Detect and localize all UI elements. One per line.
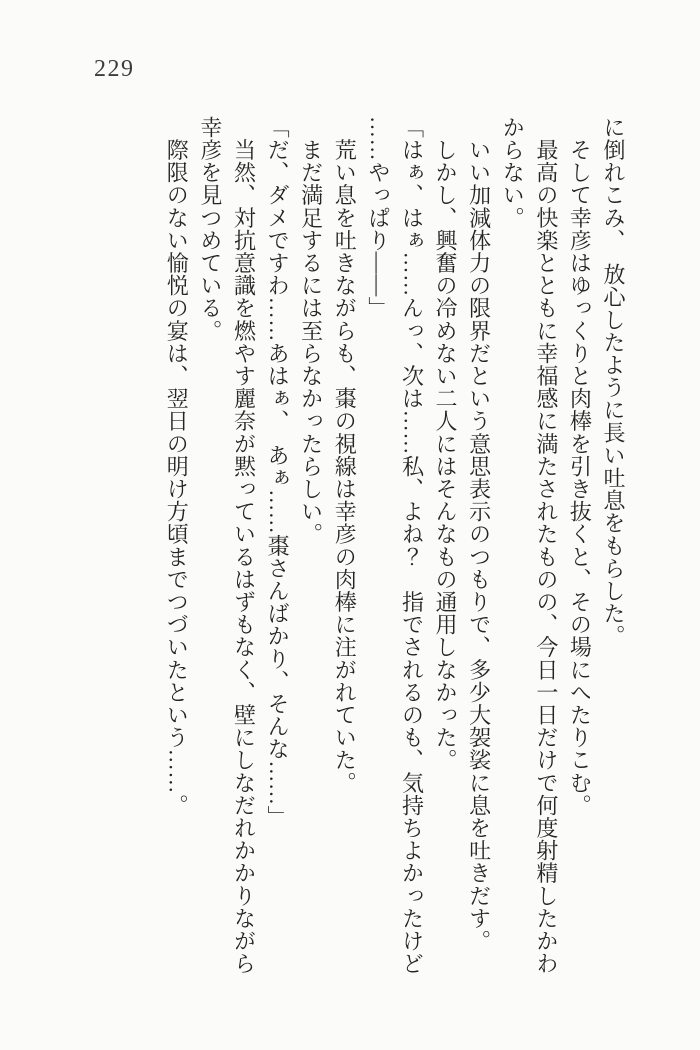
page-number: 229 (94, 56, 135, 82)
paragraph: 当然、対抗意識を燃やす麗奈が黙っているはずもなく、壁にしなだれかかりながら幸彦を見つめている。 (197, 116, 257, 975)
paragraph: いい加減体力の限界だという意思表示のつもりで、多少大袈裟に息を吐きだす。 (466, 116, 492, 953)
paragraph: に倒れこみ、 放心したように長い吐息をもらした。 (601, 116, 626, 648)
paragraph: 「はぁ、はぁ……んっ、次は……私、よね？ 指でされるのも、気持ちよかったけど……やっぱり――」 (365, 116, 425, 975)
paragraph: 荒い息を吐きながらも、棗の視線は幸彦の肉棒に注がれていた。 (332, 116, 358, 794)
paragraph: 際限のない愉悦の宴は、翌日の明け方頃までつづいたという……。 (164, 116, 190, 817)
vertical-text-block (160, 116, 630, 982)
paragraph: 最高の快楽とともに幸福感に満たされたものの、今日一日だけで何度射精したかわからない。 (500, 116, 559, 975)
paragraph: そして幸彦はゆっくりと肉棒を引き抜くと、その場にへたりこむ。 (567, 116, 593, 817)
paragraph: 「だ、ダメですわ……あはぁ、 あぁ……棗さんばかり、そんな……」 (265, 116, 291, 829)
paragraph: しかし、興奮の冷めない二人にはそんなもの通用しなかった。 (433, 116, 459, 772)
paragraph: まだ満足するには至らなかったらしい。 (298, 116, 324, 546)
